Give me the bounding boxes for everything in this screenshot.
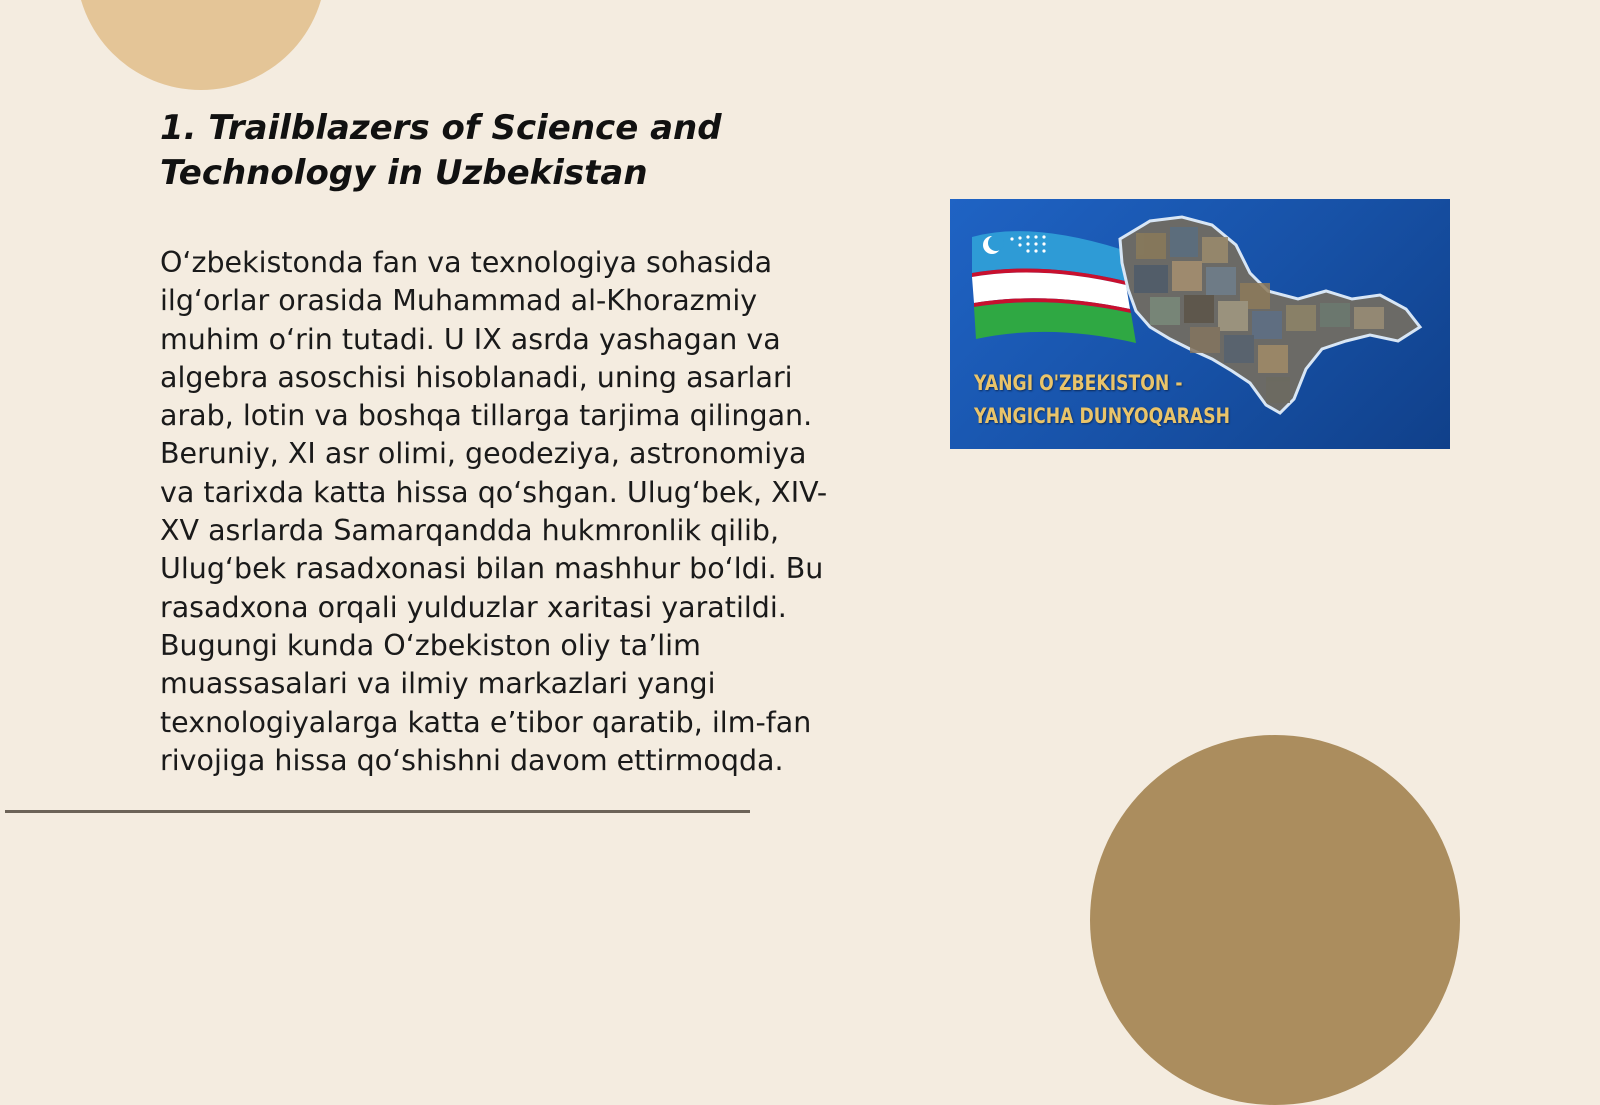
banner-caption-line-2: YANGICHA DUNYOQARASH	[974, 404, 1231, 428]
slide-title: 1. Trailblazers of Science and Technology in Uzbekistan	[160, 108, 722, 193]
divider-line	[5, 810, 750, 813]
decorative-circle-bottom	[1090, 735, 1460, 1105]
banner-caption	[974, 367, 1230, 433]
uzbekistan-banner-image	[950, 199, 1450, 449]
uzbekistan-flag-icon	[972, 231, 1136, 343]
decorative-circle-top	[76, 0, 326, 90]
slide-body-text: O‘zbekistonda fan va texnologiya sohasida ilg‘orlar orasida Muhammad al-Khorazmiy muhim o‘rin tutadi. U IX asrda yashagan va algebra asoschisi hisoblanadi, uning asarlari arab, lotin va boshqa tillarga tarjima qilingan. Beruniy, XI asr olimi, geodeziya, astronomiya va tarixda katta hissa qo‘shgan. Ulug‘bek, XIV-XV asrlarda Samarqandda hukmronlik qilib, Ulug‘bek rasadxonasi bilan mashhur bo‘ldi. Bu rasadxona orqali yulduzlar xaritasi yaratildi. Bugungi kunda O‘zbekiston oliy ta’lim muassasalari va ilmiy markazlari yangi texnologiyalarga katta e’tibor qaratib, ilm-fan rivojiga hissa qo‘shishni davom ettirmoqda.	[160, 246, 828, 777]
banner-caption-line-1: YANGI O'ZBEKISTON -	[974, 371, 1183, 395]
